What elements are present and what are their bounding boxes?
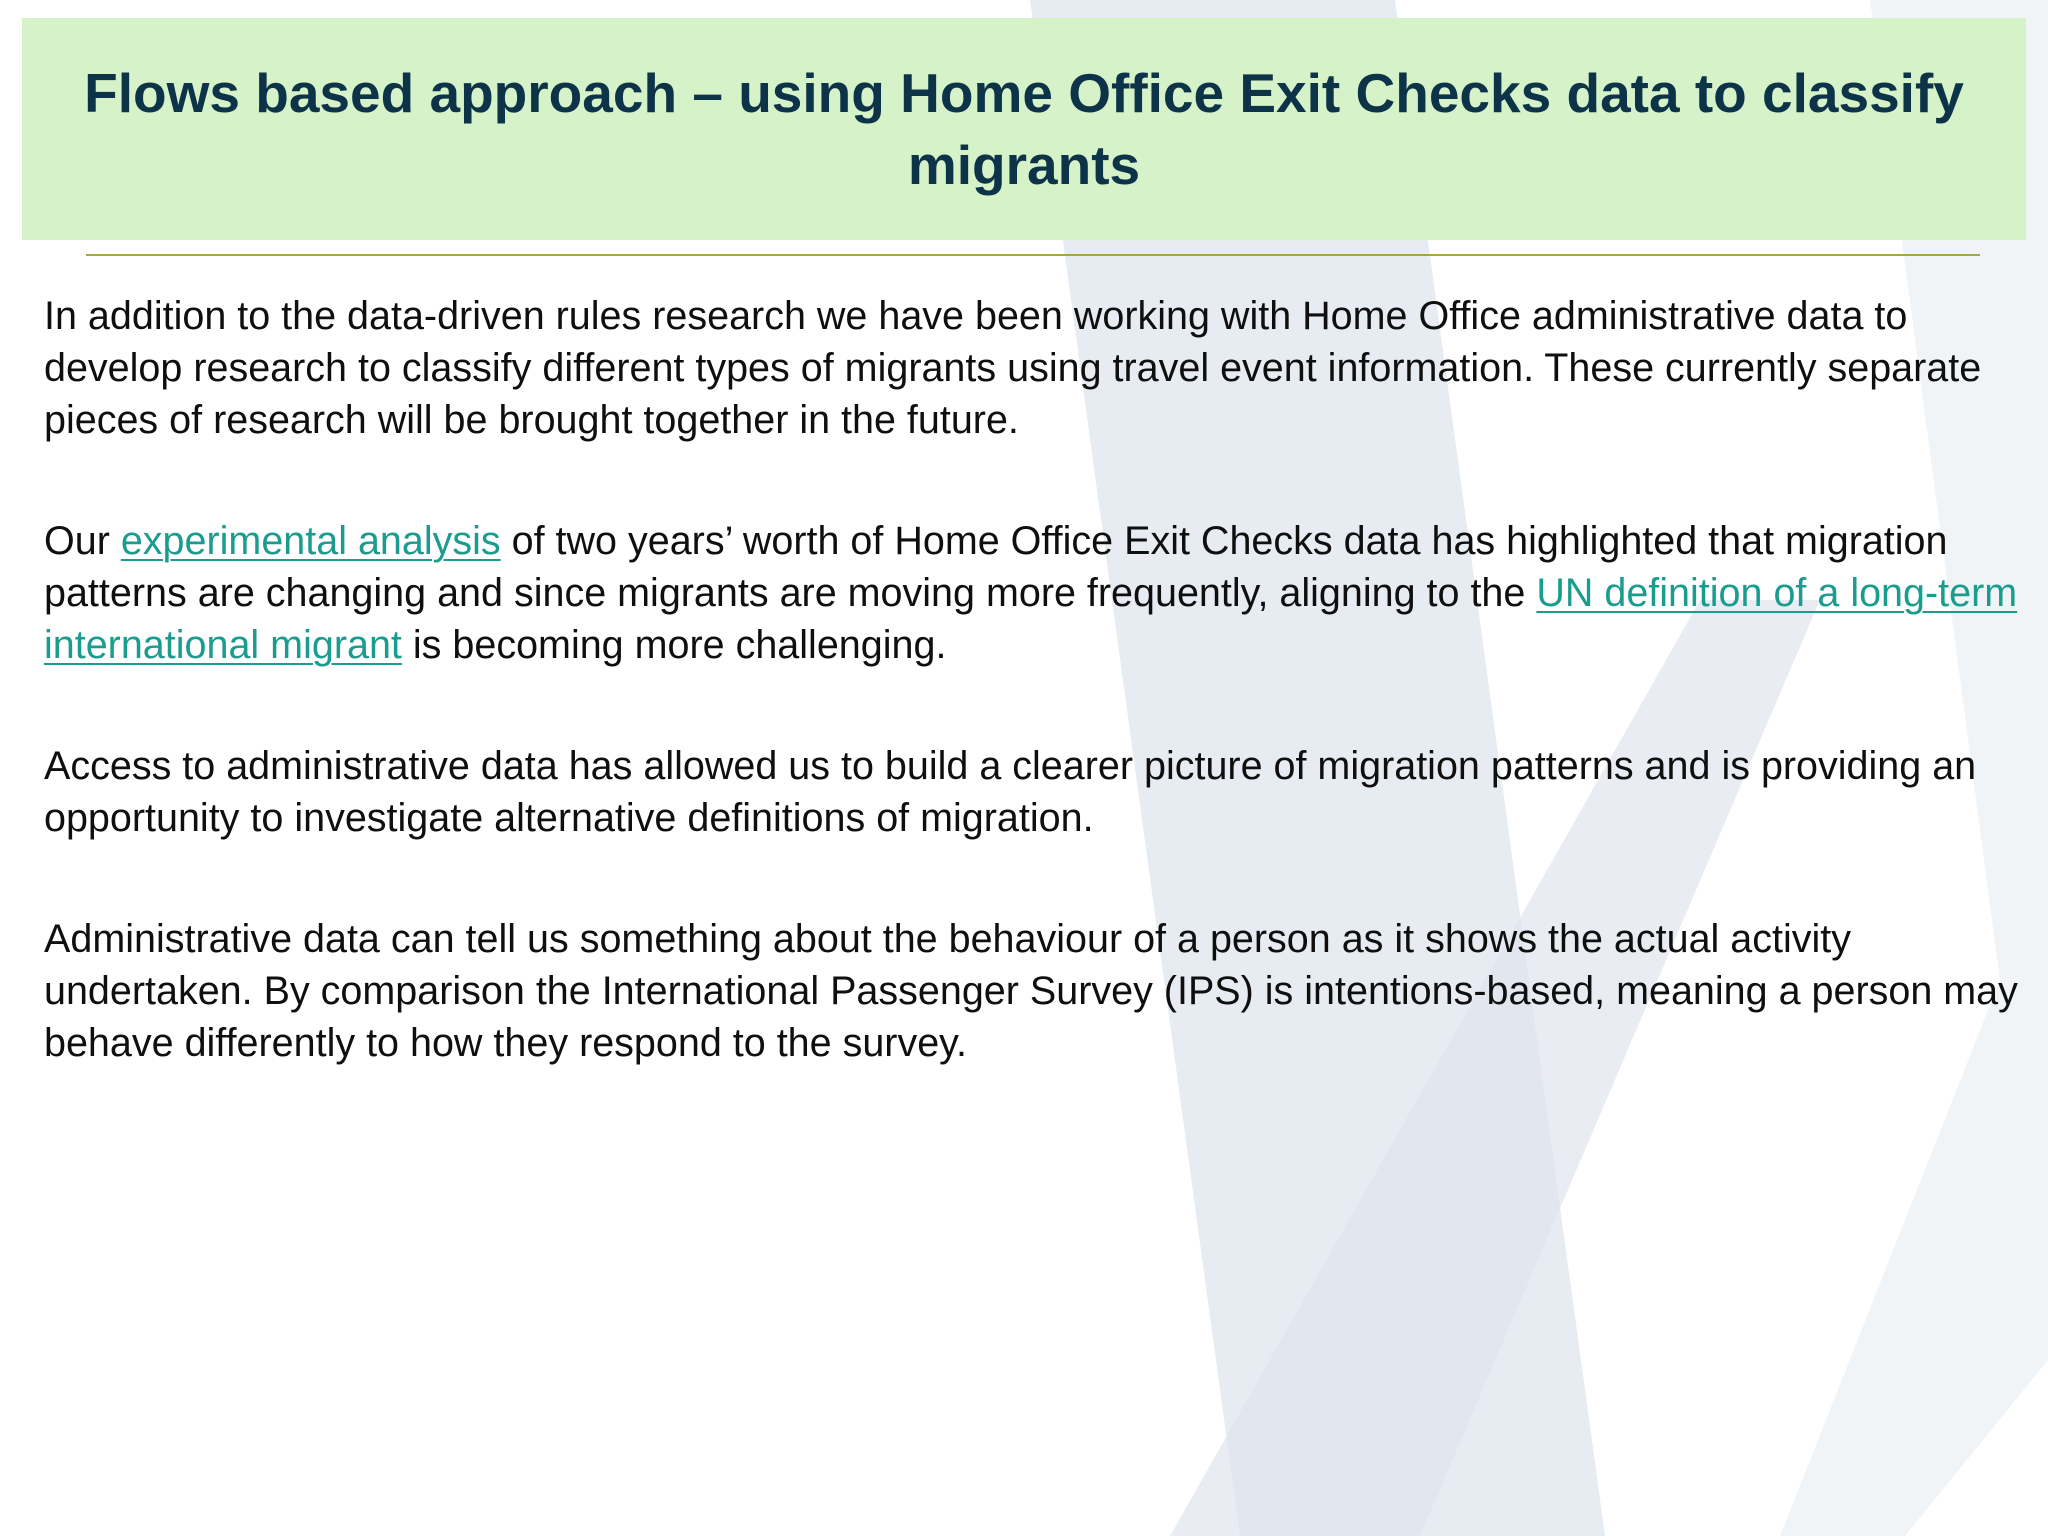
paragraph-experimental-analysis bbox=[44, 515, 2019, 671]
paragraph-administrative-access: Access to administrative data has allowed us to build a clearer picture of migration patterns and is providing an opportunity to investigate alternative definitions of migration. bbox=[44, 744, 1977, 840]
slide-body bbox=[44, 290, 2019, 1138]
paragraph-behaviour-comparison: Administrative data can tell us something about the behaviour of a person as it shows the actual activity undertaken. By comparison the International Passenger Survey (IPS) is intentions-based, meaning a person may behave differently to how they respond to the survey. bbox=[44, 917, 2018, 1065]
un-definition-link[interactable]: UN definition of a long-term international migrant bbox=[44, 571, 2018, 667]
title-divider bbox=[86, 254, 1980, 256]
experimental-analysis-link[interactable]: experimental analysis bbox=[120, 519, 501, 563]
slide-title: Flows based approach – using Home Office Exit Checks data to classify migrants bbox=[84, 62, 1964, 196]
paragraph-text-before: Our bbox=[44, 519, 121, 563]
title-band bbox=[22, 18, 2026, 240]
paragraph-text-after: is becoming more challenging. bbox=[401, 623, 947, 667]
paragraph-text-middle: of two years’ worth of Home Office Exit Checks data has highlighted that migration patterns are changing and since migrants are moving more frequently, aligning to the bbox=[44, 519, 1948, 615]
paragraph-data-driven-rules: In addition to the data-driven rules research we have been working with Home Office administrative data to develop research to classify different types of migrants using travel event information. These currently separate pieces of research will be brought together in the future. bbox=[44, 294, 1982, 442]
